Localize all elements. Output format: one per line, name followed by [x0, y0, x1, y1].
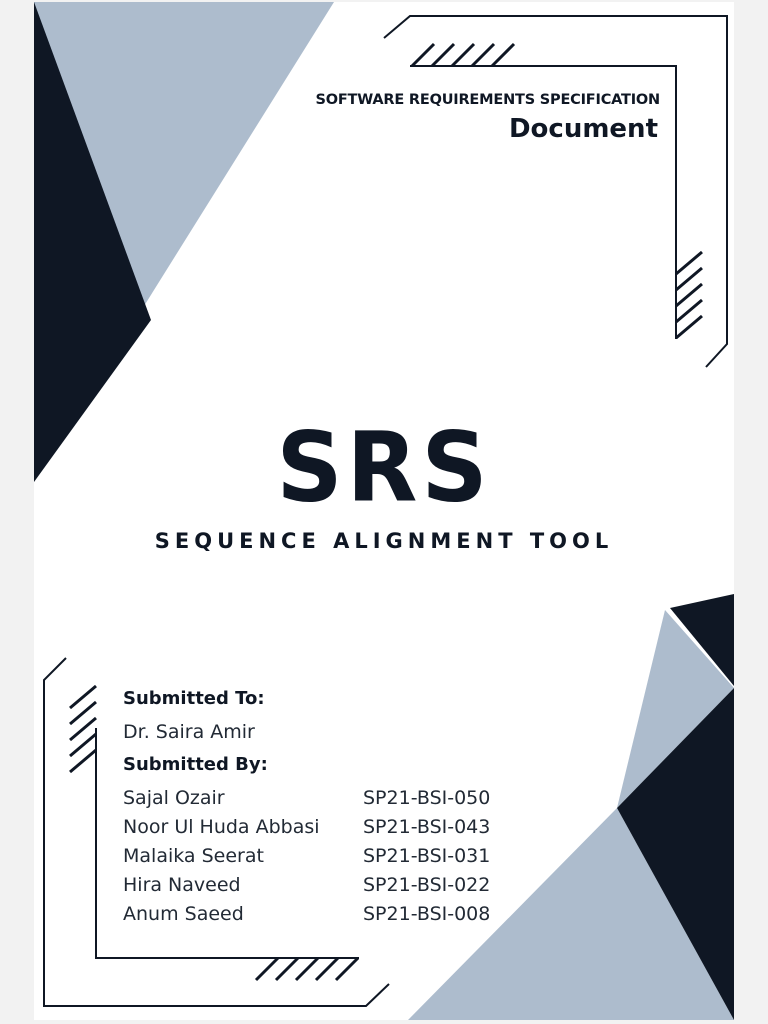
- top-right-hatch-horizontal: [412, 44, 514, 66]
- member-id: SP21-BSI-008: [363, 903, 491, 925]
- member-name: Anum Saeed: [123, 903, 244, 925]
- member-row: [123, 842, 543, 871]
- supervisor-name: Dr. Saira Amir: [123, 721, 255, 743]
- member-id: SP21-BSI-031: [363, 845, 491, 867]
- project-name: SEQUENCE ALIGNMENT TOOL: [154, 529, 614, 553]
- member-row: [123, 784, 543, 813]
- member-name: Hira Naveed: [123, 874, 241, 896]
- member-row: [123, 871, 543, 900]
- member-name: Noor Ul Huda Abbasi: [123, 816, 320, 838]
- top-right-hatch-vertical: [676, 252, 702, 338]
- member-row: [123, 813, 543, 842]
- bottom-left-hatch-vertical: [70, 686, 96, 772]
- submission-details: [123, 685, 543, 929]
- member-id: SP21-BSI-050: [363, 787, 491, 809]
- document-heading: Document: [508, 114, 658, 144]
- document-type-label: SOFTWARE REQUIREMENTS SPECIFICATION: [315, 92, 660, 108]
- submitted-by-label: Submitted By:: [123, 754, 268, 775]
- member-row: [123, 900, 543, 929]
- member-name: Sajal Ozair: [123, 787, 225, 809]
- bottom-left-hatch-horizontal: [256, 958, 358, 980]
- cover-title: SRS: [276, 411, 492, 524]
- member-id: SP21-BSI-022: [363, 874, 491, 896]
- document-cover: [34, 2, 734, 1020]
- member-name: Malaika Seerat: [123, 845, 264, 867]
- member-id: SP21-BSI-043: [363, 816, 491, 838]
- top-right-bracket: [384, 16, 727, 367]
- submitted-to-label: Submitted To:: [123, 688, 265, 709]
- member-list: [123, 784, 543, 929]
